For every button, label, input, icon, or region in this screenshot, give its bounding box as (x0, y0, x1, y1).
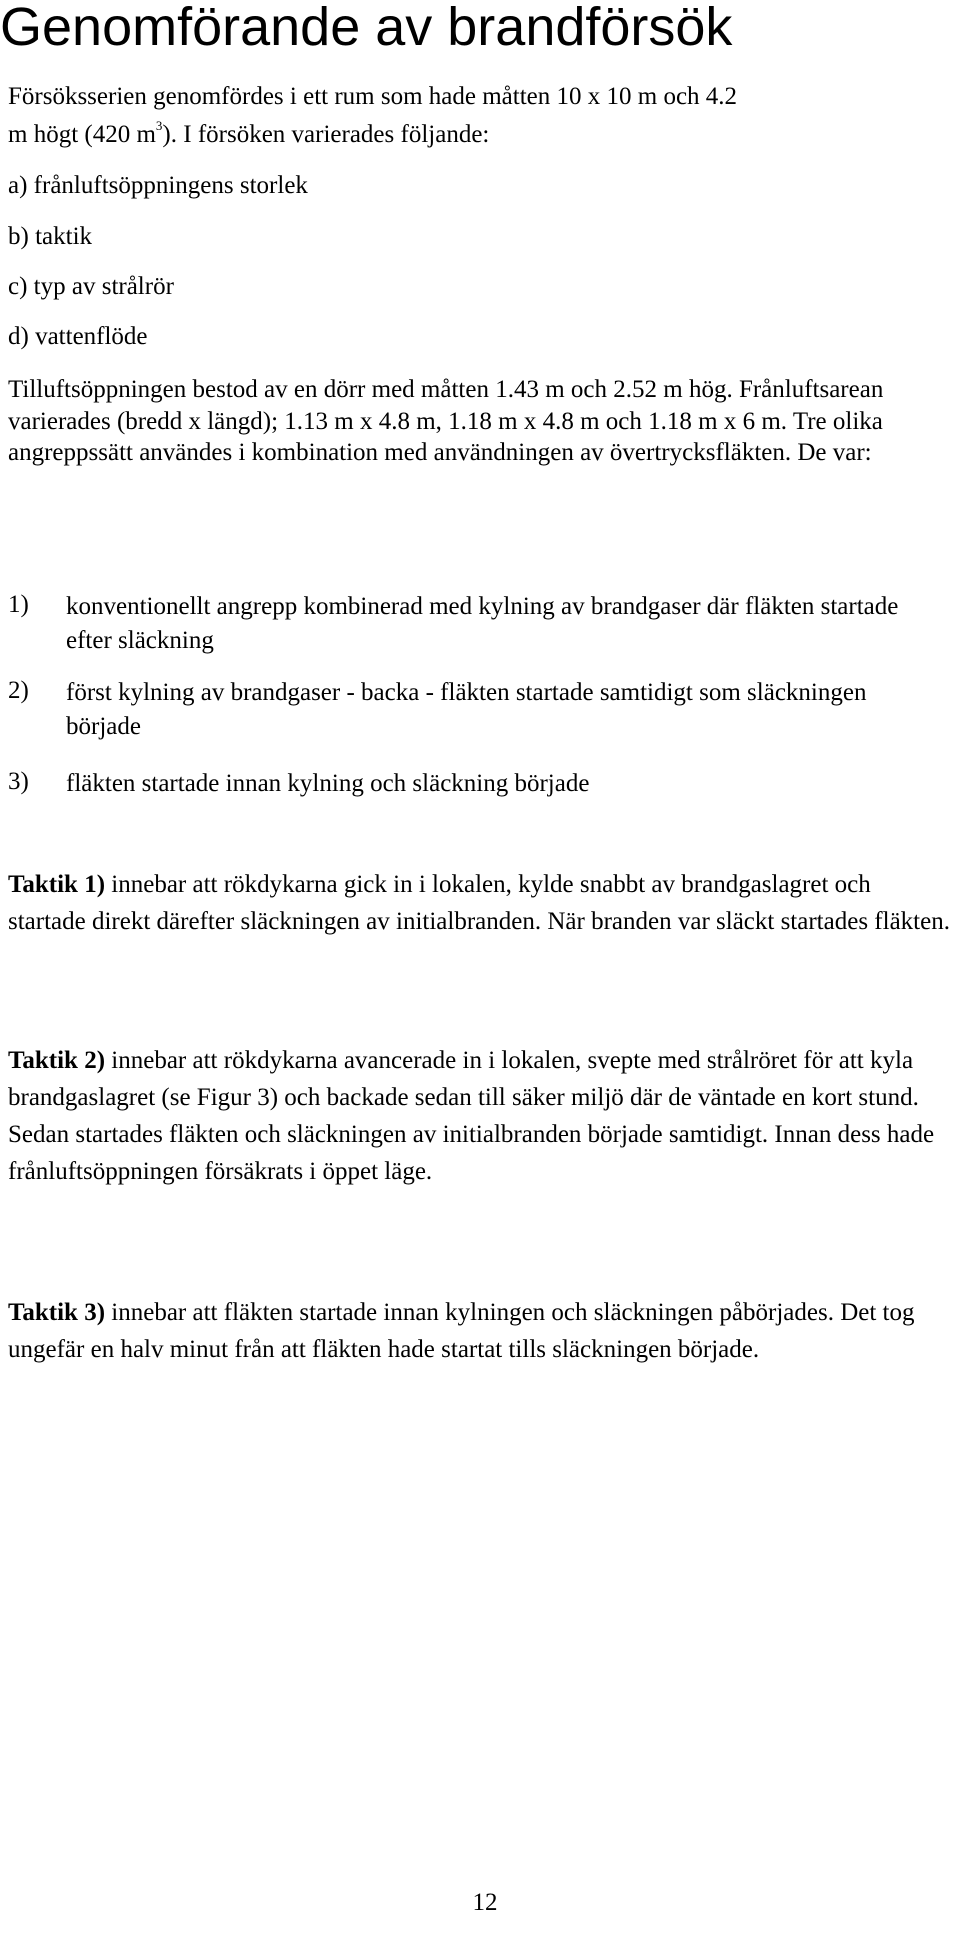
tactic-1-paragraph (8, 866, 953, 940)
method-number: 1) (8, 591, 29, 618)
tilluft-paragraph: Tilluftsöppningen bestod av en dörr med måtten 1.43 m och 2.52 m hög. Frånluftsarean varierades (bredd x längd); 1.13 m x 4.8 m, 1.18 m x 4.8 m och 1.18 m x 6 m. Tre olika angreppssätt användes i kombination med användningen av övertrycksfläkten. De var: (8, 376, 884, 466)
tactic-label: Taktik 1) (8, 871, 106, 898)
variable-item-c: c) typ av strålrör (8, 273, 174, 300)
tactic-label: Taktik 3) (8, 1299, 106, 1326)
intro-line-2-end: ). I försöken varierades följande: (162, 121, 490, 148)
method-text: fläkten startade innan kylning och släckning började (66, 770, 590, 797)
intro-line-2-start: m högt (420 m (8, 121, 156, 148)
method-text: konventionellt angrepp kombinerad med kylning av brandgaser där fläkten startade efter släckning (66, 593, 899, 654)
tactic-3-paragraph (8, 1294, 953, 1368)
tactic-label: Taktik 2) (8, 1047, 106, 1074)
variable-item-a: a) frånluftsöppningens storlek (8, 172, 308, 199)
intro-line-2 (8, 120, 489, 150)
method-number: 3) (8, 768, 29, 795)
page-heading: Genomförande av brandförsök (0, 0, 733, 57)
variable-item-d: d) vattenflöde (8, 323, 148, 350)
tactic-description: innebar att rökdykarna avancerade in i lokalen, svepte med strålröret för att kyla brandgaslagret (se Figur 3) och backade sedan till säker miljö där de väntade en kort stund. Sedan startades fläkten och släckningen av initialbranden började samtidigt. Innan dess hade frånluftsöppningen försäkrats i öppet läge. (8, 1047, 935, 1185)
cubic-superscript: 3 (155, 118, 163, 133)
method-number: 2) (8, 677, 29, 704)
tactic-2-paragraph (8, 1042, 953, 1190)
intro-line-1: Försöksserien genomfördes i ett rum som hade måtten 10 x 10 m och 4.2 (8, 83, 738, 110)
method-text: först kylning av brandgaser - backa - fläkten startade samtidigt som släckningen började (66, 679, 867, 740)
tactic-description: innebar att rökdykarna gick in i lokalen, kylde snabbt av brandgaslagret och startade direkt därefter släckningen av initialbranden. När branden var släckt startades fläkten. (8, 871, 950, 935)
variable-item-b: b) taktik (8, 223, 93, 250)
tactic-description: innebar att fläkten startade innan kylningen och släckningen påbörjades. Det tog ungefär en halv minut från att fläkten hade startat tills släckningen började. (8, 1299, 915, 1363)
page-number: 12 (472, 1889, 498, 1916)
